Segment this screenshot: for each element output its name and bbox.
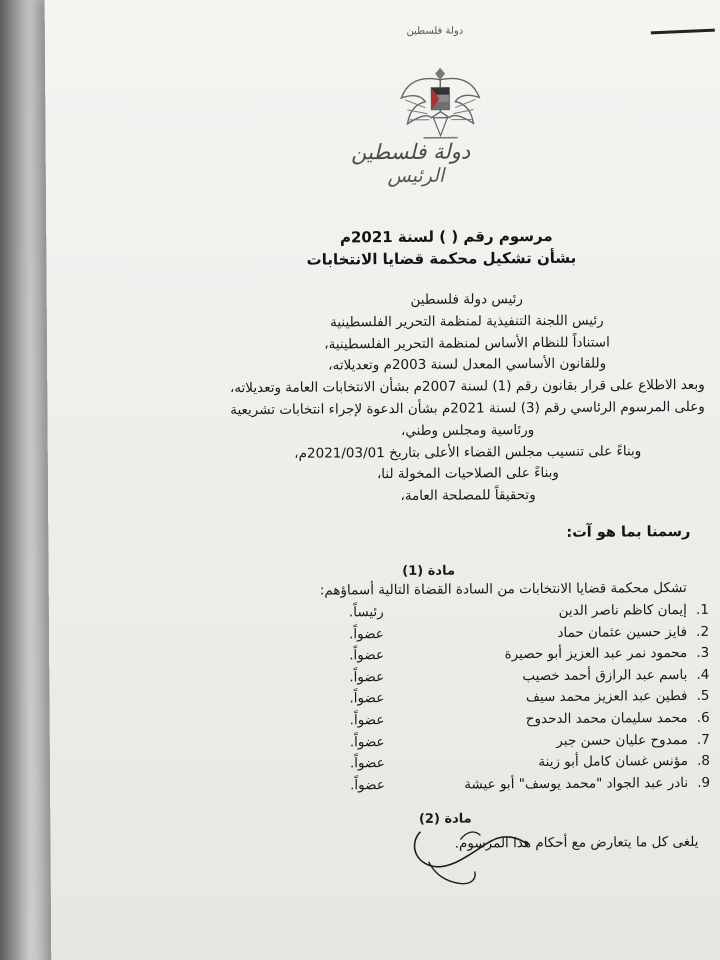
article-1-heading: مادة (1) bbox=[402, 563, 456, 579]
judge-role: عضواً. bbox=[349, 668, 385, 686]
list-item bbox=[349, 686, 709, 710]
judge-role: عضواً. bbox=[349, 712, 385, 729]
letterhead-state-name: دولة فلسطين bbox=[351, 139, 471, 165]
preamble-line: وبعد الاطلاع على قرار بقانون رقم (1) لسنة 2007م بشأن الانتخابات العامة وتعديلاته، bbox=[229, 377, 705, 397]
signature-icon bbox=[400, 801, 541, 892]
preamble-line: وبناءً على تنسيب مجلس القضاء الأعلى بتاريخ 2021/03/01م، bbox=[294, 442, 642, 462]
judge-name: باسم عبد الرازق أحمد خصيب bbox=[522, 666, 688, 684]
preamble bbox=[187, 288, 720, 510]
preamble-line: استناداً للنظام الأساس لمنظمة التحرير الفلسطينية، bbox=[324, 334, 610, 353]
item-number: 9. bbox=[697, 774, 711, 791]
handwritten-dash bbox=[651, 29, 715, 35]
judge-name: فطين عبد العزيز محمد سيف bbox=[525, 688, 688, 706]
judge-name: محمد سليمان محمد الدحدوح bbox=[525, 709, 688, 728]
judge-name: فايز حسين عثمان حماد bbox=[557, 623, 688, 641]
document-page bbox=[45, 0, 720, 960]
article-2-heading: مادة (2) bbox=[418, 811, 472, 827]
judge-name: مؤنس غسان كامل أبو زينة bbox=[538, 753, 688, 771]
article-1-text: تشكل محكمة قضايا الانتخابات من السادة القضاة التالية أسماؤهم: bbox=[319, 579, 687, 599]
list-item bbox=[350, 773, 710, 797]
item-number: 6. bbox=[696, 709, 710, 726]
preamble-line: وعلى المرسوم الرئاسي رقم (3) لسنة 2021م بشأن الدعوة لإجراء انتخابات تشريعية bbox=[230, 398, 705, 419]
item-number: 5. bbox=[696, 688, 710, 705]
judge-role: رئيساً. bbox=[348, 604, 384, 621]
judge-role: عضواً. bbox=[349, 733, 385, 750]
judge-name: إيمان كاظم ناصر الدين bbox=[558, 601, 687, 619]
judge-role: عضواً. bbox=[349, 755, 385, 772]
list-item bbox=[350, 751, 710, 775]
eagle-emblem-icon bbox=[395, 49, 486, 150]
preamble-line: رئيس دولة فلسطين bbox=[410, 291, 523, 308]
item-number: 1. bbox=[695, 601, 709, 618]
list-item bbox=[349, 665, 709, 689]
decree-title: مرسوم رقم ( ) لسنة 2021م bbox=[339, 226, 553, 247]
letterhead-small-text: دولة فلسطين bbox=[406, 25, 464, 37]
decree-subject: بشأن تشكيل محكمة قضايا الانتخابات bbox=[306, 248, 577, 269]
judge-role: عضواً. bbox=[349, 690, 385, 707]
list-item bbox=[349, 621, 709, 645]
list-item bbox=[349, 643, 709, 667]
item-number: 7. bbox=[696, 731, 710, 748]
judge-name: محمود نمر عبد العزيز أبو حصيرة bbox=[504, 645, 688, 663]
preamble-line: ورئاسية ومجلس وطني، bbox=[400, 421, 535, 439]
preamble-line: رئيس اللجنة التنفيذية لمنظمة التحرير الفلسطينية bbox=[330, 312, 604, 331]
preamble-line: وللقانون الأساسي المعدل لسنة 2003م وتعديلاته، bbox=[328, 355, 607, 374]
item-number: 3. bbox=[696, 645, 710, 662]
judge-name: ممدوح عليان حسن جبر bbox=[556, 731, 688, 749]
list-item bbox=[350, 729, 710, 753]
preamble-line: وتحقيقاً للمصلحة العامة، bbox=[400, 487, 536, 505]
article-2-text: يلغى كل ما يتعارض مع أحكام هذا المرسوم. bbox=[454, 833, 699, 852]
list-item bbox=[350, 708, 710, 732]
preamble-line: وبناءً على الصلاحيات المخولة لنا، bbox=[376, 465, 559, 483]
judges-list bbox=[349, 600, 710, 797]
list-item bbox=[349, 600, 709, 624]
item-number: 2. bbox=[696, 623, 710, 640]
resolution-heading: رسمنا بما هو آت: bbox=[566, 523, 691, 541]
judge-role: عضواً. bbox=[350, 776, 385, 794]
judge-name: نادر عبد الجواد "محمد يوسف" أبو عيشة bbox=[464, 774, 689, 793]
letterhead-president-title: الرئيس bbox=[387, 164, 445, 188]
item-number: 8. bbox=[696, 752, 710, 770]
judge-role: عضواً. bbox=[349, 647, 385, 664]
item-number: 4. bbox=[696, 666, 710, 683]
judge-role: عضواً. bbox=[348, 625, 384, 642]
